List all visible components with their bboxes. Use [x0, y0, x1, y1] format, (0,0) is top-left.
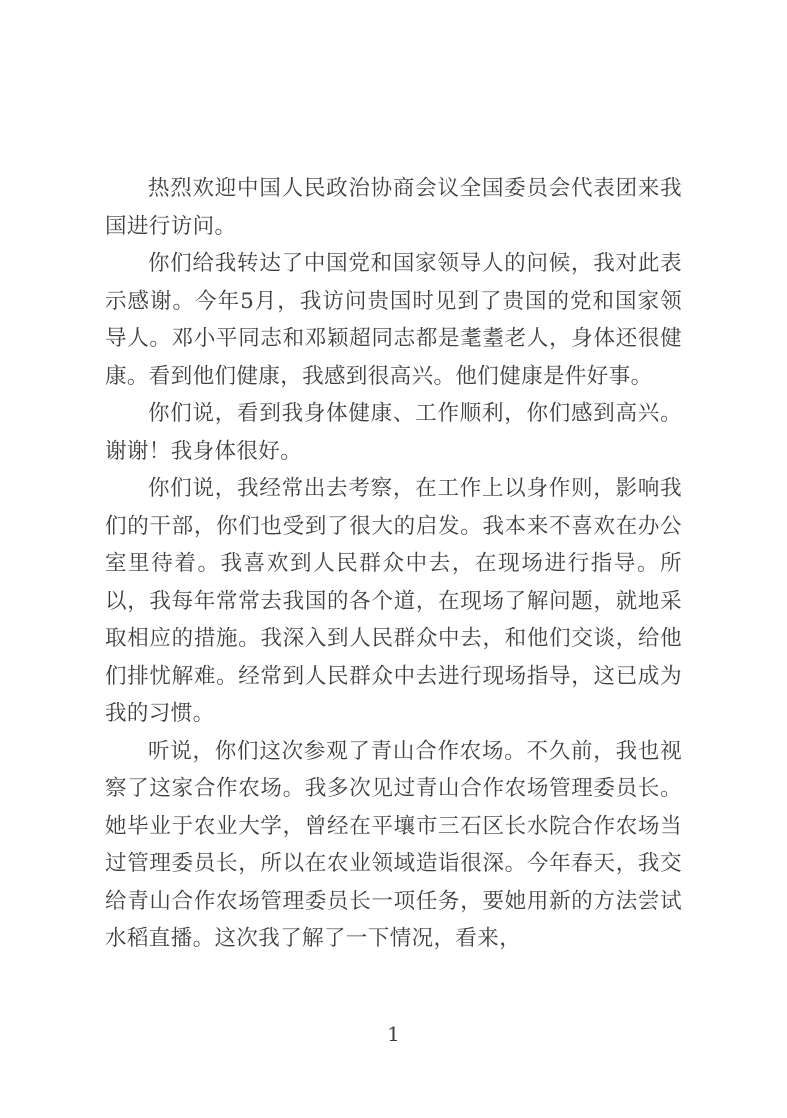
paragraph: 你们说，看到我身体健康、工作顺利，你们感到高兴。谢谢！我身体很好。 [105, 401, 682, 464]
paragraph: 热烈欢迎中国人民政治协商会议全国委员会代表团来我国进行访问。 [105, 176, 682, 239]
paragraph: 你们说，我经常出去考察，在工作上以身作则，影响我们的干部，你们也受到了很大的启发。我本来不喜欢在办公室里待着。我喜欢到人民群众中去，在现场进行指导。所以，我每年常常去我国的各个道，在现场了解问题，就地采取相应的措施。我深入到人民群众中去，和他们交谈，给他们排忧解难。经常到人民群众中去进行现场指导，这已成为我的习惯。 [105, 476, 682, 726]
document-body [105, 170, 682, 958]
page-number: 1 [387, 1022, 400, 1046]
paragraph: 你们给我转达了中国党和国家领导人的问候，我对此表示感谢。今年5月，我访问贵国时见到了贵国的党和国家领导人。邓小平同志和邓颖超同志都是耄耋老人，身体还很健康。看到他们健康，我感到很高兴。他们健康是件好事。 [105, 251, 682, 389]
paragraph: 听说，你们这次参观了青山合作农场。不久前，我也视察了这家合作农场。我多次见过青山合作农场管理委员长。她毕业于农业大学，曾经在平壤市三石区长水院合作农场当过管理委员长，所以在农业领域造诣很深。今年春天，我交给青山合作农场管理委员长一项任务，要她用新的方法尝试水稻直播。这次我了解了一下情况，看来， [105, 738, 682, 951]
